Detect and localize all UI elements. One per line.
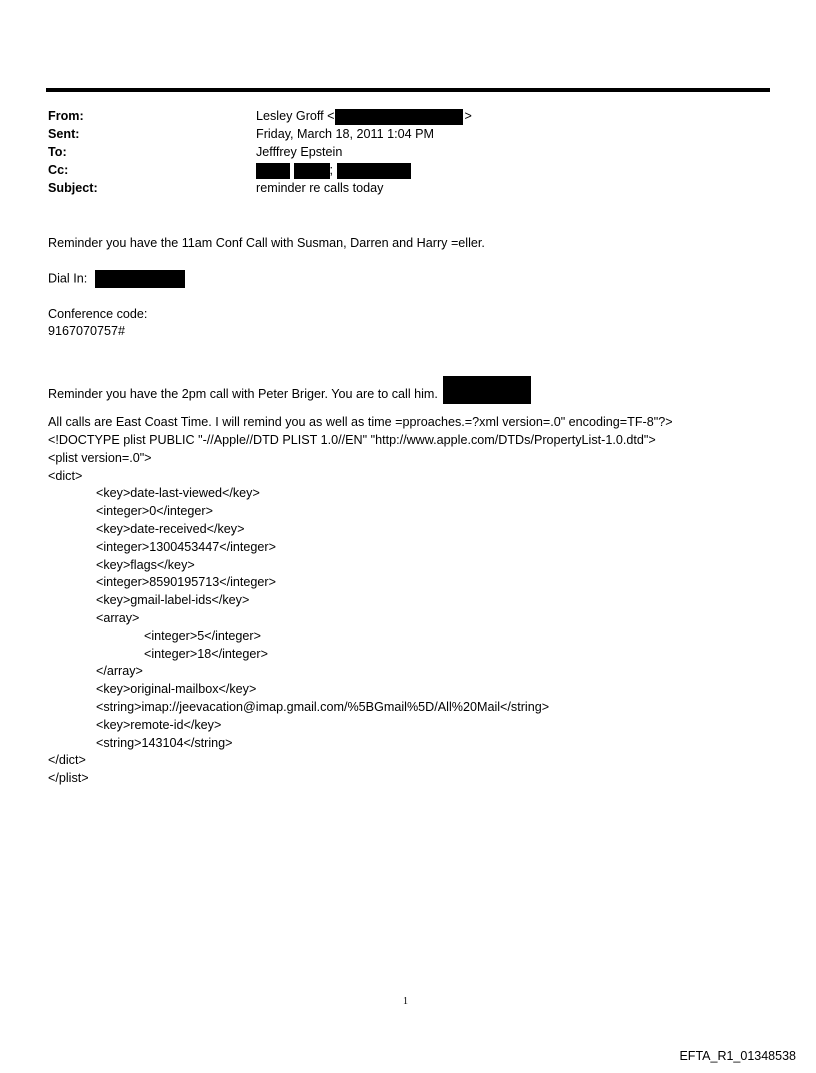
- reminder-line-3: All calls are East Coast Time. I will remind you as well as time =pproaches.=?xml version=.0" encoding=TF-8"?>: [48, 415, 673, 429]
- redacted-cc-1: [256, 163, 290, 179]
- to-value: Jefffrey Epstein: [256, 145, 343, 159]
- from-value: [256, 108, 472, 125]
- from-close: >: [464, 109, 472, 123]
- conference-code-value: 9167070757#: [48, 324, 126, 338]
- plist-line: <array>: [96, 611, 140, 625]
- to-label: To:: [48, 145, 67, 159]
- sent-value: Friday, March 18, 2011 1:04 PM: [256, 127, 435, 141]
- page-number: 1: [403, 996, 408, 1007]
- plist-line: <key>gmail-label-ids</key>: [96, 593, 250, 608]
- plist-line: <key>original-mailbox</key>: [96, 682, 257, 697]
- redacted-email: [335, 109, 463, 125]
- reminder-line-2: [48, 376, 531, 404]
- dial-in-line: [48, 270, 185, 288]
- plist-line: <key>date-received</key>: [96, 522, 245, 536]
- subject-label: Subject:: [48, 181, 98, 195]
- from-name: Lesley Groff <: [256, 109, 335, 123]
- plist-line: <!DOCTYPE plist PUBLIC "-//Apple//DTD PLIST 1.0//EN" "http://www.apple.com/DTDs/PropertyList-1.0.dtd">: [48, 433, 656, 447]
- plist-line: </plist>: [48, 771, 89, 786]
- conference-code-label: Conference code:: [48, 307, 148, 321]
- plist-line: <string>imap://jeevacation@imap.gmail.com/%5BGmail%5D/All%20Mail</string>: [96, 700, 550, 714]
- cc-value: [256, 162, 411, 179]
- redacted-phone: [443, 376, 531, 404]
- plist-line: <integer>0</integer>: [96, 504, 213, 519]
- plist-line: <dict>: [48, 468, 83, 483]
- cc-separator: ;: [329, 163, 333, 177]
- redacted-dial-in: [95, 270, 185, 288]
- redacted-cc-2: [294, 163, 330, 179]
- plist-line: <plist version=.0">: [48, 450, 152, 465]
- sent-label: Sent:: [48, 127, 80, 141]
- plist-line: <integer>5</integer>: [144, 628, 261, 643]
- header-rule: [46, 88, 770, 92]
- plist-line: <key>date-last-viewed</key>: [96, 486, 260, 501]
- reminder-line-1: Reminder you have the 11am Conf Call with Susman, Darren and Harry =eller.: [48, 236, 485, 250]
- plist-line: <integer>18</integer>: [144, 646, 268, 661]
- plist-line: </array>: [96, 664, 143, 679]
- document-id: EFTA_R1_01348538: [679, 1049, 796, 1063]
- plist-line: <key>flags</key>: [96, 557, 195, 572]
- plist-line: <integer>8590195713</integer>: [96, 575, 276, 590]
- plist-line: </dict>: [48, 753, 86, 768]
- plist-line: <key>remote-id</key>: [96, 717, 222, 732]
- cc-label: Cc:: [48, 163, 69, 177]
- plist-line: <string>143104</string>: [96, 735, 233, 750]
- dial-in-label: Dial In:: [48, 271, 88, 286]
- from-label: From:: [48, 109, 84, 123]
- redacted-cc-3: [337, 163, 411, 179]
- subject-value: reminder re calls today: [256, 181, 384, 195]
- reminder-line-2-text: Reminder you have the 2pm call with Peter Briger. You are to call him.: [48, 387, 438, 401]
- plist-line: <integer>1300453447</integer>: [96, 539, 276, 554]
